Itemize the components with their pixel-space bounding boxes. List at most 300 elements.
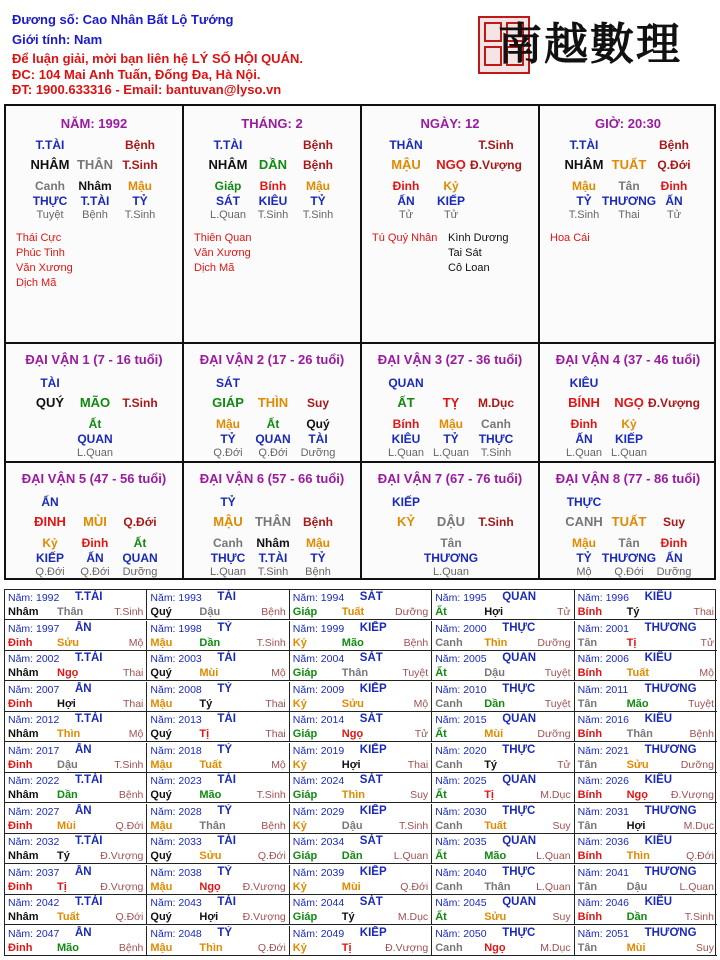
luck-hidden-stem: Đinh (570, 417, 598, 431)
year-branch: Mùi (199, 667, 219, 679)
luck-hidden-stage: Q.Đới (35, 566, 65, 578)
year-ten-god: KIÊU (644, 713, 673, 725)
year-branch: Tị (199, 728, 210, 740)
inauspicious-star: Kình Dương (448, 232, 509, 244)
year-branch: Thân (484, 880, 511, 893)
year-branch: Hợi (626, 819, 646, 832)
year-stem: Ất (435, 728, 447, 740)
hidden-ten-god: KIÊU (258, 194, 288, 208)
pillar-status: Bệnh (125, 138, 155, 152)
year-ten-god: T.TÀI (75, 713, 103, 725)
annual-year-cell (5, 865, 147, 895)
auspicious-star: Dịch Mã (16, 277, 57, 289)
brand-logo-text: 南越數理 (498, 19, 682, 70)
year-label: Năm: 2046 (577, 897, 629, 909)
hidden-life-stage: Tuyệt (36, 209, 64, 221)
year-branch: Dậu (484, 667, 505, 679)
year-ten-god: SÁT (359, 774, 383, 786)
year-branch: Sửu (341, 697, 364, 710)
year-stem: Tân (577, 697, 598, 710)
auspicious-star: Hoa Cái (550, 232, 590, 244)
year-life-stage: Mộ (128, 728, 144, 740)
year-branch: Mùi (484, 728, 504, 740)
year-ten-god: TỶ (217, 926, 233, 939)
annual-year-cell (5, 773, 147, 803)
hidden-ten-god: TỶ (310, 194, 326, 208)
hidden-ten-god: TỶ (132, 194, 148, 208)
year-label: Năm: 2038 (150, 866, 202, 879)
year-label: Năm: 2021 (577, 744, 629, 757)
annual-year-cell (432, 621, 574, 651)
year-ten-god: SÁT (359, 713, 383, 725)
pillar-title: NGÀY: 12 (420, 116, 480, 131)
year-life-stage: Tử (700, 636, 714, 649)
luck-ten-god: THỰC (566, 495, 602, 509)
year-stem: Kỷ (292, 880, 307, 893)
year-branch: Ngọ (626, 789, 648, 801)
year-branch: Tuất (626, 667, 649, 679)
luck-hidden-ten-god: THỰC (210, 551, 246, 565)
luck-life-stage: T.Sinh (478, 515, 514, 529)
annual-year-cell (147, 651, 289, 681)
year-stem: Kỷ (292, 636, 307, 649)
year-life-stage: Bệnh (689, 728, 714, 740)
hidden-stem: Đinh (660, 179, 688, 193)
annual-year-cell (575, 651, 717, 681)
year-stem: Bính (577, 850, 603, 862)
year-life-stage: Thai (693, 606, 714, 618)
luck-hidden-ten-god: THƯƠNG (601, 551, 657, 565)
auspicious-star: Phúc Tinh (16, 247, 65, 259)
annual-year-cell (432, 682, 574, 712)
luck-hidden-stem: Kỷ (42, 536, 58, 550)
annual-luck-table (4, 589, 716, 956)
year-life-stage: M.Dục (540, 941, 571, 954)
luck-life-stage: Suy (662, 515, 685, 529)
annual-year-cell (432, 743, 574, 773)
hidden-ten-god: ẤN (397, 194, 415, 208)
year-life-stage: Tuyệt (688, 697, 714, 710)
year-ten-god: ẤN (75, 682, 92, 695)
year-label: Năm: 2033 (150, 836, 202, 848)
luck-life-stage: Suy (306, 396, 329, 410)
inauspicious-star: Cô Loan (448, 262, 490, 274)
annual-year-cell (147, 895, 289, 925)
year-ten-god: SÁT (359, 896, 383, 908)
year-branch: Tị (57, 880, 67, 893)
hidden-life-stage: Tử (398, 209, 414, 221)
luck-hidden-ten-god: ẤN (86, 551, 104, 565)
year-branch: Thân (199, 819, 226, 832)
year-ten-god: TỶ (217, 621, 233, 634)
annual-year-cell (432, 804, 574, 834)
luck-hidden-stage: L.Quan (76, 447, 114, 459)
year-stem: Quý (150, 789, 172, 801)
annual-year-cell (5, 590, 147, 620)
year-ten-god: KIÊU (644, 896, 673, 908)
luck-hidden-stem: Mậu (439, 417, 463, 431)
luck-pillar-title: ĐẠI VẬN 1 (7 - 16 tuổi) (25, 352, 163, 367)
pillar-status: T.Sinh (478, 138, 514, 152)
year-ten-god: QUAN (502, 591, 537, 603)
year-stem: Canh (435, 636, 463, 649)
year-label: Năm: 2012 (8, 714, 60, 726)
luck-hidden-stem: Mậu (216, 417, 240, 431)
year-life-stage: Suy (695, 941, 714, 954)
luck-stem: QUÝ (35, 395, 65, 410)
annual-year-cell (575, 926, 717, 956)
auspicious-star: Tú Quý Nhân (372, 232, 438, 244)
luck-hidden-ten-god: TỶ (220, 432, 236, 446)
year-life-stage: Bệnh (118, 789, 144, 801)
earthly-branch: TUẤT (611, 157, 647, 172)
annual-year-cell (432, 865, 574, 895)
luck-hidden-ten-god: QUAN (122, 551, 158, 565)
year-branch: Dần (57, 789, 78, 801)
earthly-branch: NGỌ (436, 157, 466, 172)
luck-life-stage: M.Dục (478, 396, 514, 410)
year-ten-god: THỰC (502, 621, 536, 634)
year-branch: Thìn (626, 850, 650, 862)
year-label: Năm: 2025 (435, 775, 487, 787)
year-label: Năm: 1995 (435, 592, 487, 604)
luck-pillar-cell (362, 344, 540, 463)
contact-address: ĐC: 104 Mai Anh Tuấn, Đống Đa, Hà Nội. (12, 67, 261, 82)
luck-hidden-stage: Bệnh (305, 566, 331, 578)
year-life-stage: Thai (122, 667, 144, 679)
life-stage: Đ.Vượng (470, 158, 522, 172)
year-life-stage: T.Sinh (256, 789, 286, 801)
year-stem: Mậu (150, 941, 173, 954)
year-life-stage: T.Sinh (256, 636, 286, 649)
luck-hidden-stage: Q.Đới (213, 447, 243, 459)
annual-year-cell (290, 682, 432, 712)
year-ten-god: KIẾP (359, 865, 387, 878)
year-label: Năm: 2011 (577, 683, 629, 696)
year-stem: Giáp (292, 728, 318, 740)
luck-hidden-stage: L.Quan (432, 566, 470, 578)
annual-year-cell (575, 712, 717, 742)
year-branch: Thìn (484, 636, 508, 649)
luck-pillar-title: ĐẠI VẬN 5 (47 - 56 tuổi) (21, 471, 167, 486)
year-ten-god: TỶ (217, 743, 233, 756)
luck-hidden-ten-god: QUAN (255, 432, 291, 446)
annual-year-cell (432, 590, 574, 620)
year-label: Năm: 2032 (8, 836, 60, 848)
luck-hidden-ten-god: ẤN (575, 432, 593, 446)
year-ten-god: T.TÀI (75, 591, 103, 603)
luck-hidden-stage: L.Quan (387, 447, 425, 459)
year-label: Năm: 2035 (435, 836, 487, 848)
year-life-stage: Đ.Vượng (670, 789, 714, 801)
year-ten-god: KIÊU (644, 774, 673, 786)
year-branch: Hợi (57, 697, 76, 710)
luck-ten-god: TỶ (220, 495, 236, 509)
year-stem: Giáp (292, 789, 318, 801)
luck-hidden-stem: Đinh (81, 536, 109, 550)
year-life-stage: Q.Đới (686, 850, 714, 862)
year-ten-god: QUAN (502, 835, 537, 847)
luck-hidden-stem: Tân (440, 536, 462, 550)
hidden-stem: Giáp (214, 179, 242, 193)
luck-pillar-title: ĐẠI VẬN 6 (57 - 66 tuổi) (199, 471, 345, 486)
luck-hidden-stem: Canh (213, 536, 243, 550)
year-branch: Tị (341, 941, 352, 954)
annual-year-cell (290, 773, 432, 803)
year-ten-god: KIẾP (359, 743, 387, 756)
year-label: Năm: 2003 (150, 653, 202, 665)
year-stem: Quý (150, 850, 172, 862)
year-branch: Sửu (626, 758, 649, 771)
year-branch: Hợi (484, 606, 504, 618)
year-stem: Đinh (8, 941, 33, 954)
luck-hidden-stage: L.Quan (209, 566, 247, 578)
luck-stem: GIÁP (212, 395, 244, 410)
year-label: Năm: 2013 (150, 714, 202, 726)
luck-stem: BÍNH (568, 395, 600, 410)
year-life-stage: Thai (265, 728, 286, 740)
year-ten-god: SÁT (359, 591, 383, 603)
annual-year-cell (147, 712, 289, 742)
year-label: Năm: 1993 (150, 592, 202, 604)
hidden-stem: Mậu (306, 179, 330, 193)
year-branch: Thân (341, 667, 369, 679)
year-ten-god: THỰC (502, 865, 536, 878)
chart-header (0, 0, 720, 104)
year-label: Năm: 2050 (435, 927, 487, 940)
annual-year-cell (575, 865, 717, 895)
annual-year-cell (290, 804, 432, 834)
luck-pillar-cell (6, 463, 184, 578)
year-ten-god: TÀI (217, 652, 236, 664)
luck-hidden-stage: L.Quan (432, 447, 470, 459)
year-label: Năm: 2024 (292, 775, 345, 787)
hidden-ten-god: T.TÀI (80, 194, 110, 208)
year-ten-god: THƯƠNG (644, 865, 697, 878)
auspicious-star: Văn Xương (16, 262, 73, 274)
year-ten-god: QUAN (502, 713, 537, 725)
year-ten-god: THƯƠNG (644, 682, 697, 695)
year-branch: Thìn (199, 941, 223, 954)
luck-hidden-stem: Quý (306, 417, 330, 431)
four-pillars-grid (4, 104, 716, 580)
pillar-status: Bệnh (303, 138, 333, 152)
year-ten-god: KIẾP (359, 926, 387, 939)
year-ten-god: ẤN (75, 865, 92, 878)
year-life-stage: Dưỡng (680, 758, 714, 771)
luck-branch: NGỌ (614, 395, 644, 410)
luck-hidden-stem: Tân (618, 536, 640, 550)
year-stem: Quý (150, 911, 172, 923)
year-ten-god: QUAN (502, 774, 537, 786)
annual-year-cell (147, 682, 289, 712)
year-ten-god: TỶ (217, 682, 233, 695)
year-life-stage: Q.Đới (115, 819, 144, 832)
year-stem: Kỷ (292, 697, 307, 710)
year-branch: Mão (341, 636, 364, 649)
year-stem: Đinh (8, 636, 33, 649)
year-ten-god: THƯƠNG (644, 804, 697, 817)
luck-hidden-ten-god: THƯƠNG (423, 551, 479, 565)
year-branch: Sửu (57, 636, 80, 649)
year-ten-god: THƯƠNG (644, 621, 697, 634)
year-stem: Nhâm (8, 667, 39, 679)
hidden-life-stage: Thai (618, 209, 640, 221)
annual-year-cell (5, 834, 147, 864)
year-label: Năm: 2019 (292, 744, 345, 757)
luck-pillar-title: ĐẠI VẬN 2 (17 - 26 tuổi) (199, 352, 345, 367)
annual-year-cell (290, 743, 432, 773)
year-life-stage: Tuyệt (544, 667, 571, 679)
year-ten-god: T.TÀI (75, 835, 103, 847)
hidden-ten-god: ẤN (665, 194, 683, 208)
luck-hidden-stem: Ất (133, 536, 147, 550)
year-life-stage: Đ.Vượng (100, 850, 144, 862)
luck-branch: MÃO (79, 395, 111, 410)
heavenly-stem: NHÂM (564, 157, 604, 172)
life-stage: Q.Đới (657, 158, 691, 172)
year-life-stage: Thai (407, 758, 429, 771)
year-label: Năm: 2007 (8, 683, 60, 696)
year-label: Năm: 2048 (150, 927, 202, 940)
heavenly-stem: NHÂM (208, 157, 248, 172)
year-ten-god: QUAN (502, 896, 537, 908)
year-label: Năm: 2040 (435, 866, 487, 879)
hidden-life-stage: T.Sinh (257, 209, 289, 221)
luck-stem: MẬU (213, 514, 243, 529)
annual-year-cell (147, 743, 289, 773)
year-branch: Tý (626, 606, 640, 618)
hidden-life-stage: T.Sinh (302, 209, 334, 221)
hidden-ten-god: THỰC (32, 194, 68, 208)
annual-year-cell (5, 712, 147, 742)
year-ten-god: TỶ (217, 804, 233, 817)
year-ten-god: SÁT (359, 652, 383, 664)
auspicious-star: Dịch Mã (194, 262, 235, 274)
year-life-stage: Mộ (271, 758, 286, 771)
year-stem: Tân (577, 880, 598, 893)
year-label: Năm: 2005 (435, 653, 487, 665)
year-life-stage: Bệnh (118, 941, 144, 954)
year-branch: Sửu (199, 850, 222, 862)
luck-life-stage: Bệnh (303, 515, 333, 529)
year-stem: Đinh (8, 758, 33, 771)
luck-hidden-stem: Ất (88, 417, 102, 431)
year-life-stage: Tuyệt (544, 697, 571, 710)
year-stem: Canh (435, 880, 463, 893)
year-stem: Bính (577, 667, 603, 679)
life-stage: T.Sinh (122, 158, 158, 172)
luck-ten-god: SÁT (216, 376, 240, 390)
year-life-stage: Dưỡng (537, 636, 571, 649)
year-branch: Dần (626, 911, 648, 923)
year-label: Năm: 2029 (292, 805, 345, 818)
year-ten-god: KIẾP (359, 621, 387, 634)
year-stem: Tân (577, 636, 598, 649)
gender: Giới tính: Nam (12, 32, 103, 47)
heavenly-stem: NHÂM (30, 157, 70, 172)
annual-year-cell (290, 865, 432, 895)
year-life-stage: M.Dục (540, 789, 571, 801)
year-label: Năm: 2023 (150, 775, 202, 787)
year-stem: Canh (435, 697, 463, 710)
year-ten-god: THỰC (502, 804, 536, 817)
annual-year-cell (290, 926, 432, 956)
year-ten-god: THỰC (502, 682, 536, 695)
year-branch: Thân (626, 728, 653, 740)
hidden-stem: Tân (618, 179, 640, 193)
contact-invite: Để luận giải, mời bạn liên hệ LÝ SỐ HỘI QUÁN. (12, 51, 303, 66)
ten-god-stem: T.TÀI (35, 138, 65, 152)
year-stem: Nhâm (8, 850, 39, 862)
year-ten-god: ẤN (75, 804, 92, 817)
year-ten-god: THƯƠNG (644, 743, 697, 756)
annual-year-cell (147, 804, 289, 834)
year-stem: Canh (435, 941, 463, 954)
annual-year-cell (432, 712, 574, 742)
luck-hidden-ten-god: QUAN (77, 432, 113, 446)
year-life-stage: T.Sinh (684, 911, 714, 923)
year-life-stage: T.Sinh (114, 758, 144, 771)
earthly-branch: THÂN (76, 157, 114, 172)
year-life-stage: Đ.Vượng (385, 941, 429, 954)
year-branch: Sửu (484, 911, 507, 923)
life-stage: Bệnh (303, 158, 333, 172)
year-stem: Mậu (150, 880, 173, 893)
annual-year-cell (575, 895, 717, 925)
year-label: Năm: 2041 (577, 866, 629, 879)
year-label: Năm: 2047 (8, 927, 60, 940)
hidden-ten-god: KIẾP (436, 194, 465, 208)
year-branch: Thìn (341, 789, 366, 801)
annual-year-cell (575, 682, 717, 712)
luck-hidden-stem: Ất (266, 417, 280, 431)
year-life-stage: Đ.Vượng (100, 880, 144, 893)
pillar-cell (6, 106, 184, 344)
year-label: Năm: 2026 (577, 775, 629, 787)
year-stem: Đinh (8, 697, 33, 710)
year-life-stage: Thai (122, 697, 144, 710)
year-label: Năm: 2014 (292, 714, 345, 726)
annual-year-cell (5, 651, 147, 681)
year-label: Năm: 2044 (292, 897, 345, 909)
luck-hidden-stage: Q.Đới (614, 566, 644, 578)
luck-stem: KỶ (396, 514, 416, 529)
annual-year-cell (575, 621, 717, 651)
year-stem: Mậu (150, 758, 173, 771)
year-label: Năm: 2039 (292, 866, 345, 879)
year-stem: Giáp (292, 911, 318, 923)
year-life-stage: T.Sinh (114, 606, 144, 618)
year-label: Năm: 2001 (577, 622, 629, 635)
luck-life-stage: T.Sinh (122, 396, 158, 410)
year-stem: Quý (150, 728, 172, 740)
auspicious-star: Thiên Quan (194, 232, 252, 244)
year-stem: Canh (435, 758, 463, 771)
year-branch: Mùi (626, 941, 646, 954)
year-branch: Mão (626, 697, 649, 710)
hidden-stem: Mậu (128, 179, 152, 193)
luck-branch: TỴ (442, 395, 460, 410)
year-life-stage: Bệnh (261, 606, 286, 618)
year-branch: Tý (341, 911, 355, 923)
year-branch: Tý (484, 758, 498, 771)
year-label: Năm: 2008 (150, 683, 202, 696)
luck-hidden-stage: Dưỡng (656, 566, 692, 578)
annual-year-cell (290, 834, 432, 864)
year-branch: Tuất (199, 758, 222, 771)
luck-hidden-stem: Mậu (306, 536, 330, 550)
